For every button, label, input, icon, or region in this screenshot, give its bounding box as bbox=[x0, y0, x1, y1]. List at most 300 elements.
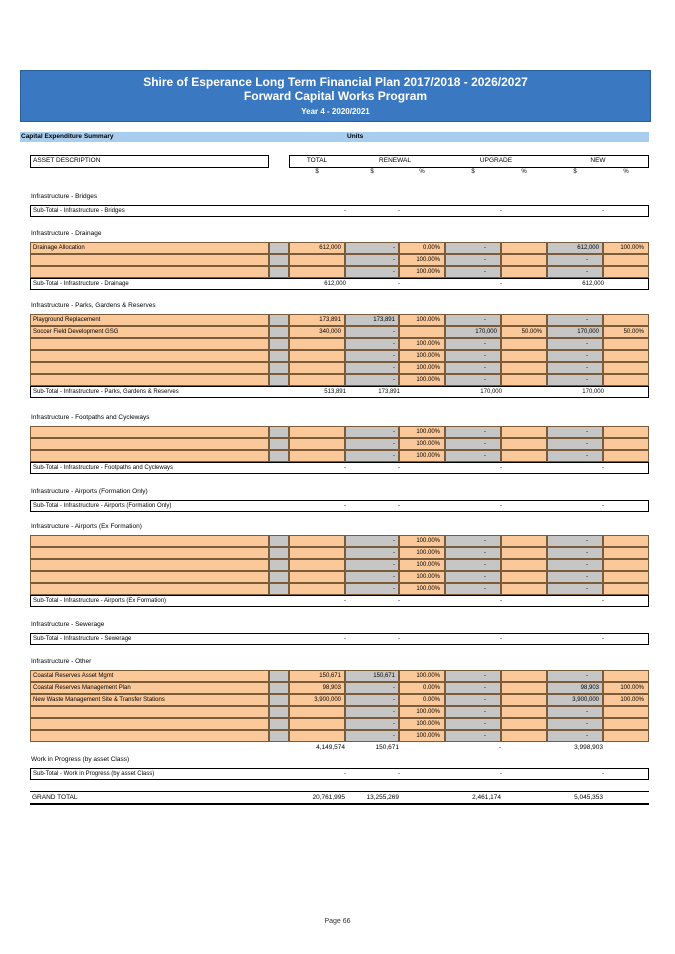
spacer-cell bbox=[269, 682, 289, 694]
cell-new-pct bbox=[603, 426, 649, 438]
cell-new: - bbox=[547, 350, 603, 362]
cell-renewal: - bbox=[345, 559, 399, 571]
table-row bbox=[30, 350, 649, 362]
cell-total bbox=[289, 547, 345, 559]
cell-name bbox=[30, 350, 269, 362]
subtotal-row bbox=[30, 500, 649, 512]
subtotal-total: - bbox=[344, 771, 346, 777]
cell-upgrade: - bbox=[445, 362, 501, 374]
cell-renewal-pct: 100.00% bbox=[399, 426, 445, 438]
cell-upgrade-pct bbox=[501, 350, 547, 362]
cell-upgrade-pct bbox=[501, 450, 547, 462]
table-row bbox=[30, 718, 649, 730]
cell-renewal-pct: 100.00% bbox=[399, 730, 445, 742]
cell-renewal: - bbox=[345, 730, 399, 742]
cell-upgrade: - bbox=[445, 547, 501, 559]
subtotal-row bbox=[30, 633, 649, 645]
section-title: Infrastructure - Airports (Formation Only) bbox=[31, 488, 148, 495]
spacer-cell bbox=[269, 559, 289, 571]
cell-renewal: - bbox=[345, 426, 399, 438]
new-header: NEW bbox=[590, 157, 606, 164]
cell-renewal: - bbox=[345, 547, 399, 559]
cell-new: 3,900,000 bbox=[547, 694, 603, 706]
asset-description-label: ASSET DESCRIPTION bbox=[33, 157, 101, 164]
table-row bbox=[30, 326, 649, 338]
table-row bbox=[30, 338, 649, 350]
subtotal-label: Sub-Total - Work in Progress (by asset Class) bbox=[33, 771, 155, 777]
subtotal-row bbox=[30, 595, 649, 607]
table-row bbox=[30, 571, 649, 583]
grand-total-row bbox=[30, 791, 649, 805]
section-total-row bbox=[30, 742, 649, 754]
cell-upgrade: - bbox=[445, 571, 501, 583]
cell-renewal-pct: 100.00% bbox=[399, 670, 445, 682]
cell-upgrade-pct bbox=[501, 682, 547, 694]
subtotal-label: Sub-Total - Infrastructure - Bridges bbox=[33, 208, 125, 214]
upgrade-pct-unit: % bbox=[521, 169, 527, 175]
cell-upgrade-pct bbox=[501, 535, 547, 547]
subtotal-row bbox=[30, 768, 649, 780]
cell-new: - bbox=[547, 362, 603, 374]
cell-upgrade: - bbox=[445, 730, 501, 742]
table-row bbox=[30, 362, 649, 374]
cell-upgrade: - bbox=[445, 242, 501, 254]
table-row bbox=[30, 694, 649, 706]
subtotal-renewal: 173,891 bbox=[378, 389, 400, 395]
spacer-cell bbox=[269, 706, 289, 718]
spacer-cell bbox=[269, 450, 289, 462]
cell-upgrade-pct bbox=[501, 547, 547, 559]
section-total-total: 4,149,574 bbox=[316, 744, 345, 751]
cell-upgrade: - bbox=[445, 583, 501, 595]
cell-renewal: - bbox=[345, 374, 399, 386]
section-title: Infrastructure - Footpaths and Cycleways bbox=[31, 414, 150, 421]
cell-upgrade-pct bbox=[501, 583, 547, 595]
spacer-cell bbox=[269, 571, 289, 583]
cell-name bbox=[30, 362, 269, 374]
cell-renewal-pct: 100.00% bbox=[399, 254, 445, 266]
cell-upgrade: - bbox=[445, 374, 501, 386]
cell-renewal: - bbox=[345, 326, 399, 338]
subtotal-renewal: - bbox=[398, 771, 400, 777]
subtotal-row bbox=[30, 205, 649, 217]
subtotal-upgrade: - bbox=[500, 465, 502, 471]
cell-name bbox=[30, 266, 269, 278]
cell-new-pct bbox=[603, 438, 649, 450]
cell-renewal-pct: 100.00% bbox=[399, 571, 445, 583]
section-title: Infrastructure - Drainage bbox=[31, 230, 102, 237]
cell-renewal: - bbox=[345, 450, 399, 462]
table-row bbox=[30, 266, 649, 278]
cell-new: - bbox=[547, 559, 603, 571]
subtotal-renewal: - bbox=[398, 598, 400, 604]
spacer-cell bbox=[269, 314, 289, 326]
spacer-cell bbox=[269, 426, 289, 438]
table-row bbox=[30, 682, 649, 694]
cell-renewal-pct: 100.00% bbox=[399, 350, 445, 362]
cell-new-pct bbox=[603, 670, 649, 682]
cell-name bbox=[30, 547, 269, 559]
cell-total: 340,000 bbox=[289, 326, 345, 338]
cell-total bbox=[289, 338, 345, 350]
cell-name bbox=[30, 730, 269, 742]
cell-upgrade-pct bbox=[501, 338, 547, 350]
cell-new: - bbox=[547, 718, 603, 730]
cell-upgrade-pct bbox=[501, 670, 547, 682]
cell-upgrade-pct bbox=[501, 706, 547, 718]
cell-upgrade-pct bbox=[501, 254, 547, 266]
section-total-upgrade: - bbox=[498, 744, 501, 751]
cell-upgrade: - bbox=[445, 426, 501, 438]
cell-new-pct bbox=[603, 718, 649, 730]
cell-upgrade-pct bbox=[501, 266, 547, 278]
cell-upgrade-pct bbox=[501, 730, 547, 742]
subtotal-new: - bbox=[602, 208, 604, 214]
cell-upgrade: - bbox=[445, 535, 501, 547]
spacer-cell bbox=[269, 583, 289, 595]
table-row bbox=[30, 670, 649, 682]
cell-upgrade: - bbox=[445, 670, 501, 682]
cell-renewal: - bbox=[345, 266, 399, 278]
cell-renewal-pct: 100.00% bbox=[399, 718, 445, 730]
subtotal-total: - bbox=[344, 598, 346, 604]
cell-upgrade: - bbox=[445, 450, 501, 462]
subtotal-total: - bbox=[344, 465, 346, 471]
cell-new-pct bbox=[603, 362, 649, 374]
spacer-cell bbox=[269, 535, 289, 547]
cell-total bbox=[289, 426, 345, 438]
cell-total: 173,891 bbox=[289, 314, 345, 326]
total-header: TOTAL bbox=[306, 157, 328, 164]
table-row bbox=[30, 535, 649, 547]
subtotal-new: 612,000 bbox=[582, 281, 604, 287]
cell-renewal-pct: 100.00% bbox=[399, 535, 445, 547]
section-title: Infrastructure - Parks, Gardens & Reserves bbox=[31, 302, 156, 309]
cell-upgrade-pct bbox=[501, 314, 547, 326]
cell-renewal-pct bbox=[399, 326, 445, 338]
subtotal-total: - bbox=[344, 208, 346, 214]
cell-new: - bbox=[547, 730, 603, 742]
subtotal-upgrade: - bbox=[500, 281, 502, 287]
report-subtitle: Forward Capital Works Program bbox=[243, 89, 428, 103]
cell-renewal: - bbox=[345, 535, 399, 547]
units-label: Units bbox=[347, 133, 364, 140]
section-title: Infrastructure - Bridges bbox=[31, 193, 98, 200]
section-title: Infrastructure - Airports (Ex Formation) bbox=[31, 523, 142, 530]
cell-new-pct bbox=[603, 583, 649, 595]
cell-renewal-pct: 100.00% bbox=[399, 338, 445, 350]
subtotal-upgrade: - bbox=[500, 636, 502, 642]
renewal-header: RENEWAL bbox=[379, 157, 411, 164]
subtotal-renewal: - bbox=[398, 208, 400, 214]
cell-renewal: - bbox=[345, 242, 399, 254]
table-row bbox=[30, 583, 649, 595]
cell-name: Coastal Reserves Asset Mgmt bbox=[30, 670, 269, 682]
cell-new-pct bbox=[603, 374, 649, 386]
cell-total: 150,671 bbox=[289, 670, 345, 682]
cell-name bbox=[30, 450, 269, 462]
cell-upgrade-pct bbox=[501, 559, 547, 571]
renewal-pct-unit: % bbox=[419, 169, 425, 175]
subtotal-new: 170,000 bbox=[582, 389, 604, 395]
subtotal-upgrade: 170,000 bbox=[480, 389, 502, 395]
table-row bbox=[30, 438, 649, 450]
cell-total bbox=[289, 374, 345, 386]
cell-new: 170,000 bbox=[547, 326, 603, 338]
cell-new: - bbox=[547, 266, 603, 278]
cell-upgrade-pct bbox=[501, 694, 547, 706]
spacer-cell bbox=[269, 338, 289, 350]
cell-name bbox=[30, 583, 269, 595]
cell-upgrade-pct: 50.00% bbox=[501, 326, 547, 338]
subtotal-row bbox=[30, 386, 649, 398]
spacer-cell bbox=[269, 326, 289, 338]
cell-upgrade-pct bbox=[501, 426, 547, 438]
subtotal-new: - bbox=[602, 503, 604, 509]
cell-upgrade: - bbox=[445, 254, 501, 266]
subtotal-label: Sub-Total - Infrastructure - Drainage bbox=[33, 281, 129, 287]
cell-name: New Waste Management Site & Transfer Stations bbox=[30, 694, 269, 706]
table-row bbox=[30, 426, 649, 438]
cell-renewal: - bbox=[345, 438, 399, 450]
cell-name bbox=[30, 718, 269, 730]
cell-upgrade-pct bbox=[501, 438, 547, 450]
cell-renewal-pct: 100.00% bbox=[399, 266, 445, 278]
table-row bbox=[30, 314, 649, 326]
cell-upgrade-pct bbox=[501, 362, 547, 374]
cell-upgrade-pct bbox=[501, 242, 547, 254]
cell-total: 3,900,000 bbox=[289, 694, 345, 706]
table-row bbox=[30, 547, 649, 559]
cell-renewal: - bbox=[345, 338, 399, 350]
cell-total bbox=[289, 450, 345, 462]
cell-renewal: - bbox=[345, 682, 399, 694]
report-year: Year 4 - 2020/2021 bbox=[301, 107, 370, 116]
subtotal-label: Sub-Total - Infrastructure - Airports (Ex Formation) bbox=[33, 598, 167, 604]
cell-upgrade: 170,000 bbox=[445, 326, 501, 338]
cell-upgrade: - bbox=[445, 438, 501, 450]
table-row bbox=[30, 559, 649, 571]
cell-new: - bbox=[547, 547, 603, 559]
cell-total bbox=[289, 266, 345, 278]
cell-name bbox=[30, 559, 269, 571]
spacer-cell bbox=[269, 362, 289, 374]
cell-new: - bbox=[547, 450, 603, 462]
subtotal-total: - bbox=[344, 636, 346, 642]
cell-renewal-pct: 100.00% bbox=[399, 450, 445, 462]
cell-renewal-pct: 100.00% bbox=[399, 706, 445, 718]
subtotal-row bbox=[30, 278, 649, 290]
section-total-new: 3,998,903 bbox=[574, 744, 603, 751]
spacer-cell bbox=[269, 374, 289, 386]
cell-new: - bbox=[547, 670, 603, 682]
cell-name bbox=[30, 254, 269, 266]
cell-new: - bbox=[547, 438, 603, 450]
cell-upgrade: - bbox=[445, 706, 501, 718]
spacer-cell bbox=[269, 730, 289, 742]
new-unit: $ bbox=[573, 169, 577, 175]
cell-name: Drainage Allocation bbox=[30, 242, 269, 254]
cell-name: Soccer Field Development GSG bbox=[30, 326, 269, 338]
table-row bbox=[30, 254, 649, 266]
subtotal-renewal: - bbox=[398, 281, 400, 287]
section-title: Infrastructure - Sewerage bbox=[31, 621, 105, 628]
new-pct-unit: % bbox=[623, 169, 629, 175]
subtotal-new: - bbox=[602, 771, 604, 777]
grand-total-label: GRAND TOTAL bbox=[32, 794, 78, 801]
cell-total bbox=[289, 718, 345, 730]
spacer-cell bbox=[269, 266, 289, 278]
renewal-unit: $ bbox=[370, 169, 374, 175]
cell-upgrade: - bbox=[445, 314, 501, 326]
cell-name: Playground Replacement bbox=[30, 314, 269, 326]
table-row bbox=[30, 374, 649, 386]
cell-new: - bbox=[547, 535, 603, 547]
cell-total bbox=[289, 730, 345, 742]
subtotal-upgrade: - bbox=[500, 771, 502, 777]
cell-new-pct bbox=[603, 254, 649, 266]
summary-bar bbox=[20, 132, 649, 142]
cell-new-pct bbox=[603, 350, 649, 362]
cell-new: - bbox=[547, 374, 603, 386]
cell-renewal-pct: 0.00% bbox=[399, 242, 445, 254]
cell-total bbox=[289, 362, 345, 374]
subtotal-upgrade: - bbox=[500, 598, 502, 604]
section-title: Infrastructure - Other bbox=[31, 658, 92, 665]
report-banner bbox=[20, 70, 651, 122]
cell-renewal-pct: 100.00% bbox=[399, 374, 445, 386]
cell-total bbox=[289, 254, 345, 266]
cell-new-pct: 100.00% bbox=[603, 694, 649, 706]
spacer-cell bbox=[269, 438, 289, 450]
subtotal-total: - bbox=[344, 503, 346, 509]
spacer-cell bbox=[269, 670, 289, 682]
cell-renewal: - bbox=[345, 571, 399, 583]
subtotal-new: - bbox=[602, 465, 604, 471]
table-row bbox=[30, 730, 649, 742]
cell-renewal: - bbox=[345, 694, 399, 706]
subtotal-renewal: - bbox=[398, 465, 400, 471]
cell-name bbox=[30, 535, 269, 547]
cell-renewal: - bbox=[345, 706, 399, 718]
cell-upgrade: - bbox=[445, 682, 501, 694]
cell-name bbox=[30, 571, 269, 583]
subtotal-label: Sub-Total - Infrastructure - Airports (Formation Only) bbox=[33, 503, 172, 509]
cell-new-pct bbox=[603, 314, 649, 326]
cell-new-pct bbox=[603, 535, 649, 547]
subtotal-renewal: - bbox=[398, 636, 400, 642]
cell-renewal: - bbox=[345, 350, 399, 362]
spacer-cell bbox=[269, 547, 289, 559]
cell-new-pct: 100.00% bbox=[603, 242, 649, 254]
cell-renewal: 173,891 bbox=[345, 314, 399, 326]
cell-total bbox=[289, 583, 345, 595]
cell-new: - bbox=[547, 338, 603, 350]
subtotal-row bbox=[30, 462, 649, 474]
cell-renewal: - bbox=[345, 718, 399, 730]
cell-upgrade: - bbox=[445, 338, 501, 350]
cell-total bbox=[289, 559, 345, 571]
subtotal-total: 612,000 bbox=[324, 281, 346, 287]
cell-renewal-pct: 100.00% bbox=[399, 547, 445, 559]
cell-total bbox=[289, 535, 345, 547]
cell-new: - bbox=[547, 583, 603, 595]
section-total-renewal: 150,671 bbox=[375, 744, 399, 751]
cell-new-pct: 50.00% bbox=[603, 326, 649, 338]
cell-total bbox=[289, 571, 345, 583]
spacer-cell bbox=[269, 350, 289, 362]
cell-total: 98,903 bbox=[289, 682, 345, 694]
cell-name bbox=[30, 426, 269, 438]
cell-name: Coastal Reserves Management Plan bbox=[30, 682, 269, 694]
cell-new-pct: 100.00% bbox=[603, 682, 649, 694]
subtotal-upgrade: - bbox=[500, 208, 502, 214]
cell-name bbox=[30, 374, 269, 386]
grand-total-upgrade: 2,461,174 bbox=[472, 794, 501, 801]
cell-new: - bbox=[547, 706, 603, 718]
cell-new: - bbox=[547, 254, 603, 266]
cell-renewal-pct: 100.00% bbox=[399, 559, 445, 571]
spacer-cell bbox=[269, 254, 289, 266]
cell-name bbox=[30, 706, 269, 718]
subtotal-label: Sub-Total - Infrastructure - Sewerage bbox=[33, 636, 132, 642]
cell-renewal-pct: 0.00% bbox=[399, 694, 445, 706]
cell-renewal: - bbox=[345, 362, 399, 374]
asset-description-header bbox=[30, 155, 269, 168]
cell-new-pct bbox=[603, 706, 649, 718]
total-unit: $ bbox=[315, 169, 319, 175]
section-title: Work in Progress (by asset Class) bbox=[31, 756, 130, 763]
cell-new-pct bbox=[603, 547, 649, 559]
grand-total-new: 5,045,353 bbox=[574, 794, 603, 801]
cell-renewal: - bbox=[345, 254, 399, 266]
cell-name bbox=[30, 438, 269, 450]
subtotal-renewal: - bbox=[398, 503, 400, 509]
spacer-cell bbox=[269, 694, 289, 706]
subtotal-upgrade: - bbox=[500, 503, 502, 509]
spacer-cell bbox=[269, 718, 289, 730]
cell-name bbox=[30, 338, 269, 350]
cell-renewal-pct: 100.00% bbox=[399, 583, 445, 595]
cell-upgrade-pct bbox=[501, 718, 547, 730]
cell-new-pct bbox=[603, 571, 649, 583]
cell-new-pct bbox=[603, 730, 649, 742]
cell-total bbox=[289, 438, 345, 450]
spacer-cell bbox=[269, 242, 289, 254]
cell-renewal: 150,671 bbox=[345, 670, 399, 682]
upgrade-header: UPGRADE bbox=[479, 157, 513, 164]
cell-upgrade: - bbox=[445, 350, 501, 362]
grand-total-renewal: 13,255,269 bbox=[366, 794, 399, 801]
subtotal-label: Sub-Total - Infrastructure - Footpaths and Cycleways bbox=[33, 465, 174, 471]
cell-new: - bbox=[547, 314, 603, 326]
cell-renewal-pct: 100.00% bbox=[399, 314, 445, 326]
cell-renewal-pct: 100.00% bbox=[399, 438, 445, 450]
cell-upgrade: - bbox=[445, 718, 501, 730]
cell-new: 98,903 bbox=[547, 682, 603, 694]
table-row bbox=[30, 242, 649, 254]
cell-new-pct bbox=[603, 266, 649, 278]
subtotal-new: - bbox=[602, 598, 604, 604]
table-row bbox=[30, 706, 649, 718]
subtotal-total: 513,891 bbox=[324, 389, 346, 395]
grand-total-total: 20,761,995 bbox=[312, 794, 345, 801]
cell-upgrade: - bbox=[445, 559, 501, 571]
cell-upgrade: - bbox=[445, 694, 501, 706]
cell-total bbox=[289, 350, 345, 362]
cell-total: 612,000 bbox=[289, 242, 345, 254]
upgrade-unit: $ bbox=[471, 169, 475, 175]
